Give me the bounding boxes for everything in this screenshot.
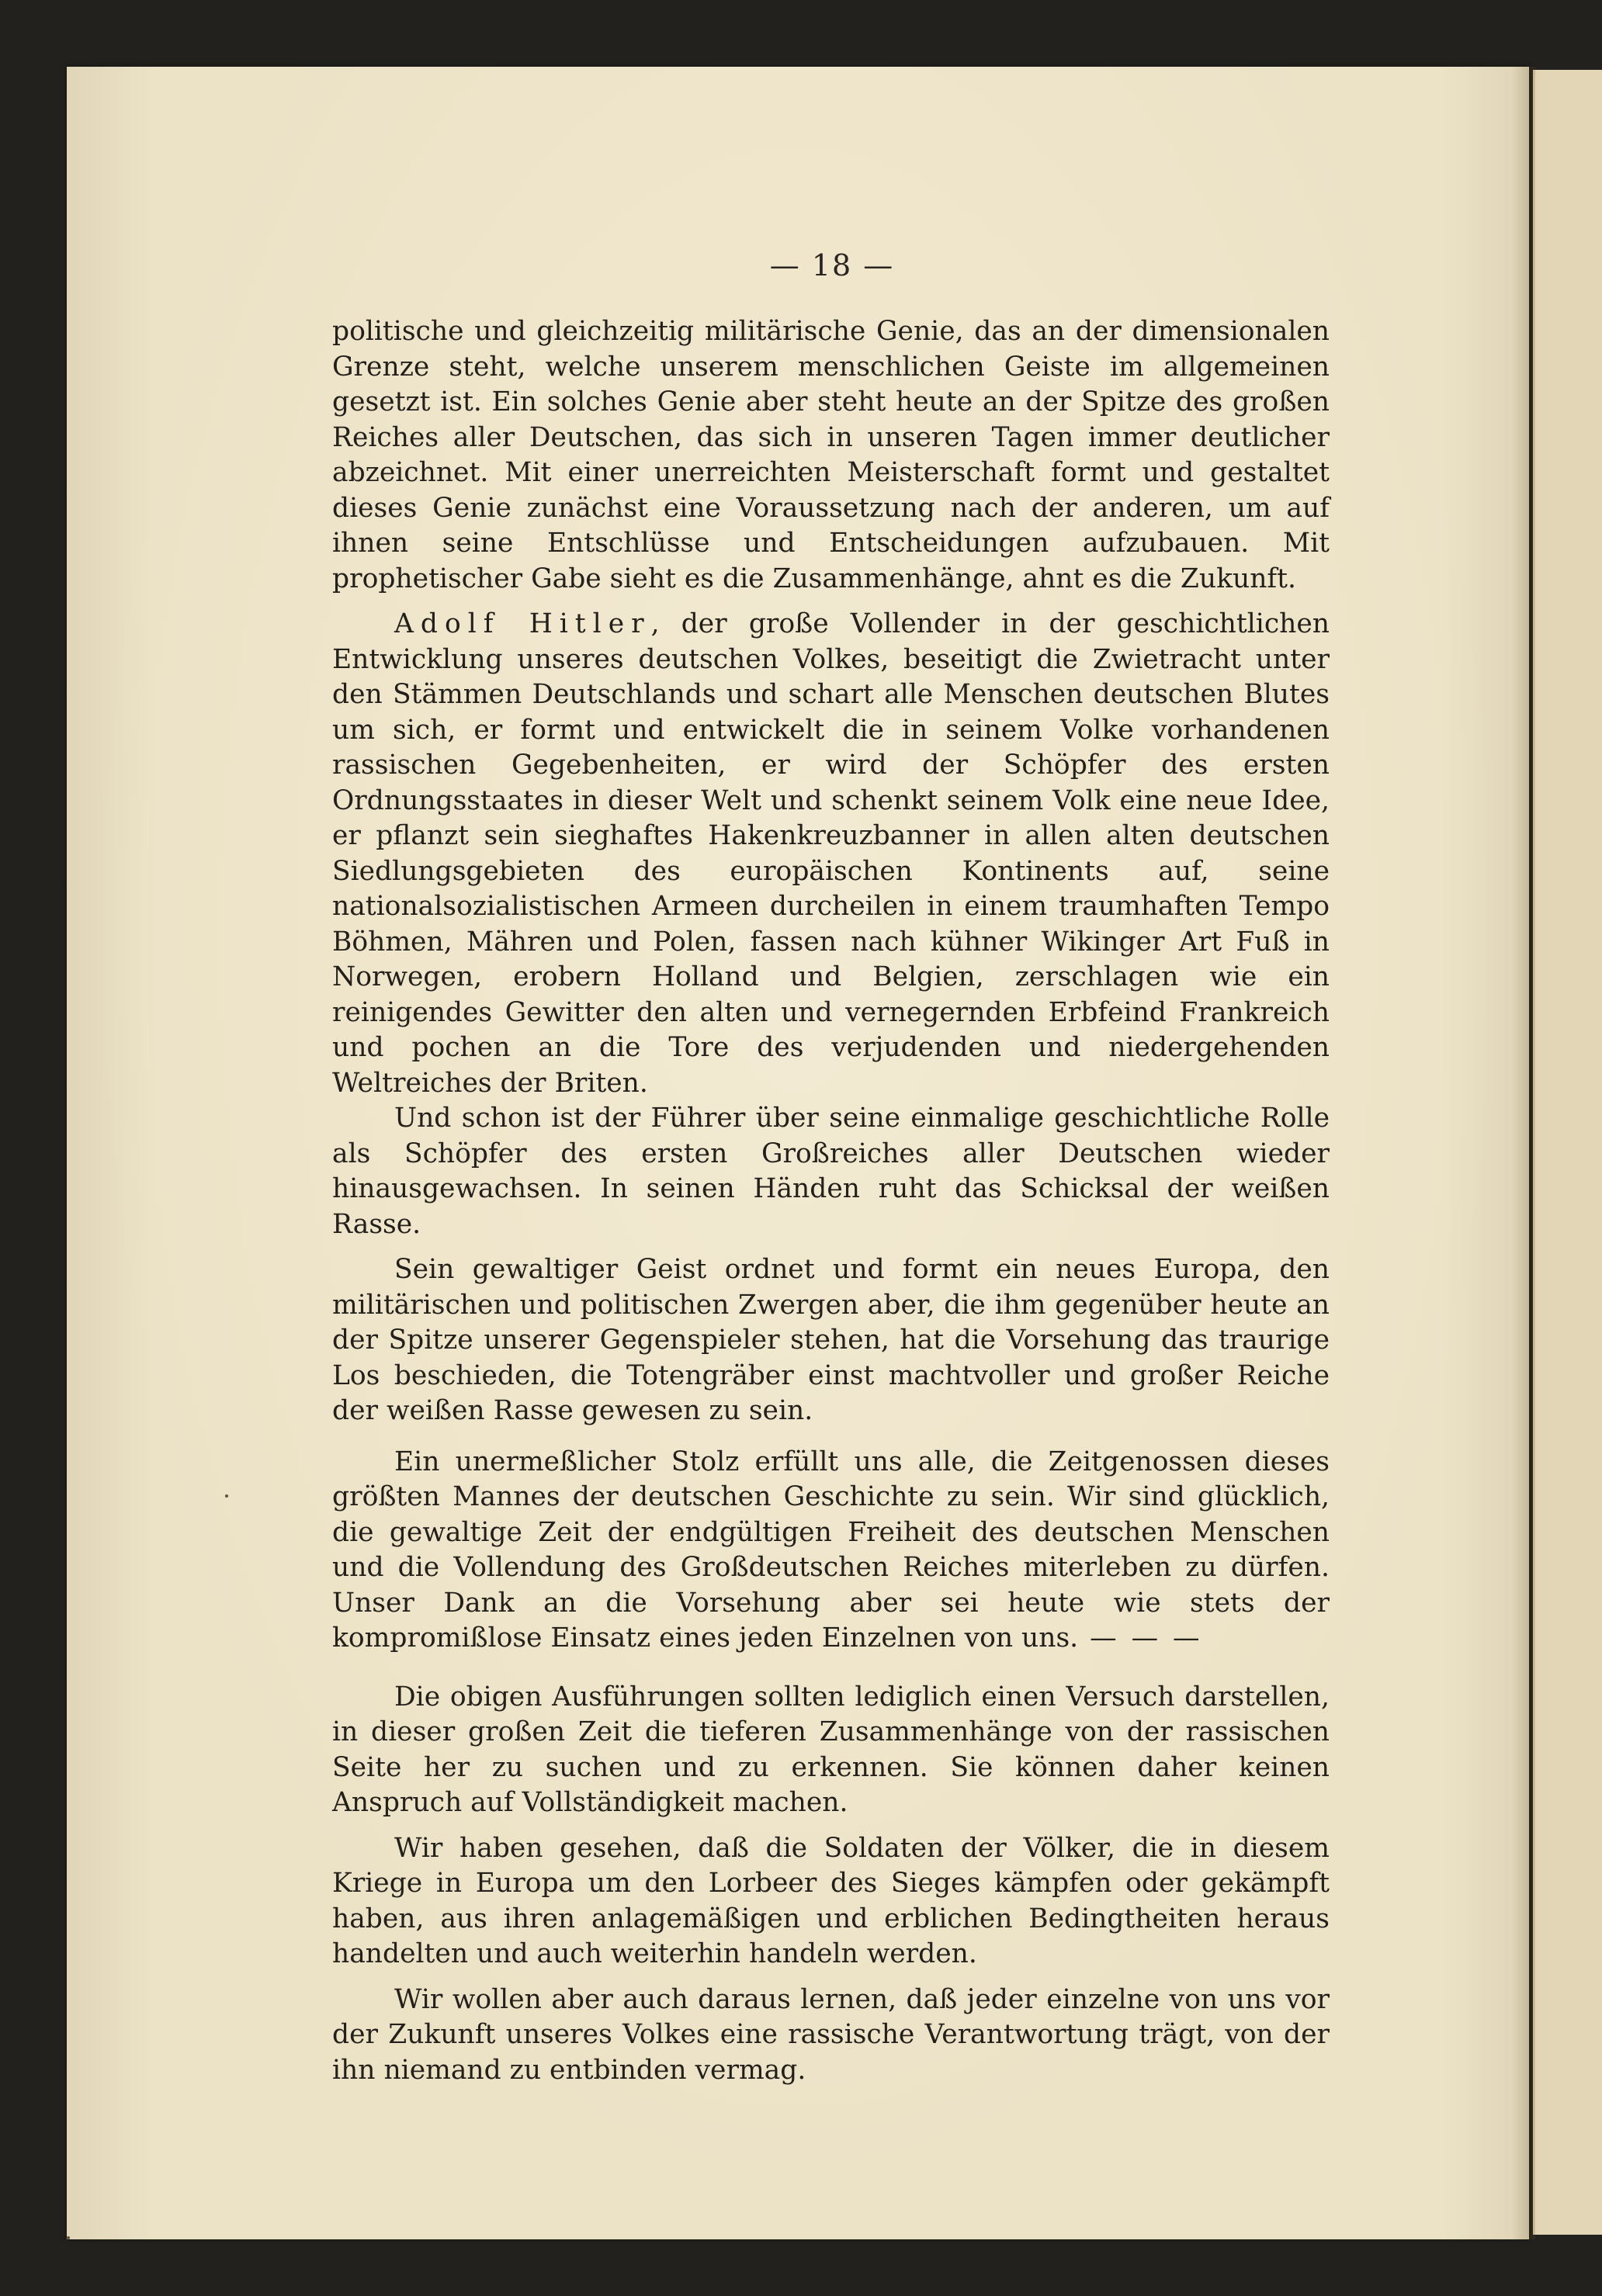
paragraph: Wir haben gesehen, daß die Soldaten der Völker, die in diesem Kriege in Europa um den Lorbeer des Sieges kämpfen oder gekämpft haben, aus ihren anlagemäßigen und erblichen Bedingtheiten heraus handelten und auch weiterhin handeln werden.	[332, 1832, 1330, 1969]
paragraph: politische und gleichzeitig militärische Genie, das an der dimensionalen Grenze steht, welche unserem menschlichen Geiste im allgemeinen gesetzt ist. Ein solches Genie aber steht heute an der Spitze des großen Reiches aller Deutschen, das sich in unseren Tagen immer deutlicher abzeichnet. Mit einer unerreichten Meisterschaft formt und gestaltet dieses Genie zunächst eine Voraussetzung nach der anderen, um auf ihnen seine Entschlüsse und Entscheidungen aufzubauen. Mit prophetischer Gabe sieht es die Zusammenhänge, ahnt es die Zukunft.	[332, 316, 1330, 594]
gutter-shadow	[1512, 67, 1535, 2239]
paragraph: Wir wollen aber auch daraus lernen, daß jeder einzelne von uns vor der Zukunft unseres Volkes eine rassische Verantwortung trägt, von der ihn niemand zu entbinden vermag.	[332, 1983, 1330, 2086]
body-text	[332, 314, 1330, 2098]
page-number: — 18 —	[769, 248, 895, 282]
closing-dashes: — — —	[1078, 1622, 1203, 1654]
paragraph	[332, 607, 1330, 1101]
paragraph-text: , der große Vollender in der geschichtlichen Entwicklung unseres deutschen Volkes, beseitigt die Zwietracht unter den Stämmen Deutschlands und schart alle Menschen deutschen Blutes um sich, er formt und entwickelt die in seinem Volke vorhandenen rassischen Gegebenheiten, er wird der Schöpfer des ersten Ordnungsstaates in dieser Welt und schenkt seinem Volk eine neue Idee, er pflanzt sein sieghaftes Hakenkreuzbanner in allen alten deutschen Siedlungsgebieten des europäischen Kontinents auf, seine nationalsozialistischen Armeen durcheilen in einem traumhaften Tempo Böhmen, Mähren und Polen, fassen nach kühner Wikinger Art Fuß in Norwegen, erobern Holland und Belgien, zerschlagen wie ein reinigendes Gewitter den alten und vernegernden Erbfeind Frankreich und pochen an die Tore des verjudenden und niedergehenden Weltreiches der Briten.	[332, 608, 1330, 1099]
paragraph: Und schon ist der Führer über seine einmalige geschichtliche Rolle als Schöpfer des ersten Großreiches aller Deutschen wieder hinausgewachsen. In seinen Händen ruht das Schicksal der weißen Rasse.	[332, 1103, 1330, 1240]
facing-page-edge	[1533, 70, 1602, 2235]
paragraph	[332, 1445, 1330, 1657]
paragraph: Sein gewaltiger Geist ordnet und formt ein neues Europa, den militärischen und politischen Zwergen aber, die ihm gegenüber heute an der Spitze unserer Gegenspieler stehen, hat die Vorsehung das traurige Los beschieden, die Totengräber einst machtvoller und großer Reiche der weißen Rasse gewesen zu sein.	[332, 1254, 1330, 1426]
emphasized-name: Adolf Hitler	[394, 608, 651, 639]
paragraph: Die obigen Ausführungen sollten lediglich einen Versuch darstellen, in dieser großen Zeit die tieferen Zusammenhänge von der rassischen Seite her zu suchen und zu erkennen. Sie können daher keinen Anspruch auf Vollständigkeit machen.	[332, 1681, 1330, 1818]
paragraph-text: Ein unermeßlicher Stolz erfüllt uns alle, die Zeitgenossen dieses größten Mannes der deutschen Geschichte zu sein. Wir sind glücklich, die gewaltige Zeit der endgültigen Freiheit des deutschen Menschen und die Vollendung des Großdeutschen Reiches miterleben zu dürfen. Unser Dank an die Vorsehung aber sei heute wie stets der kompromißlose Einsatz eines jeden Einzelnen von uns.	[332, 1446, 1330, 1654]
paper-speck	[67, 2236, 70, 2239]
paper-speck	[225, 1494, 228, 1498]
